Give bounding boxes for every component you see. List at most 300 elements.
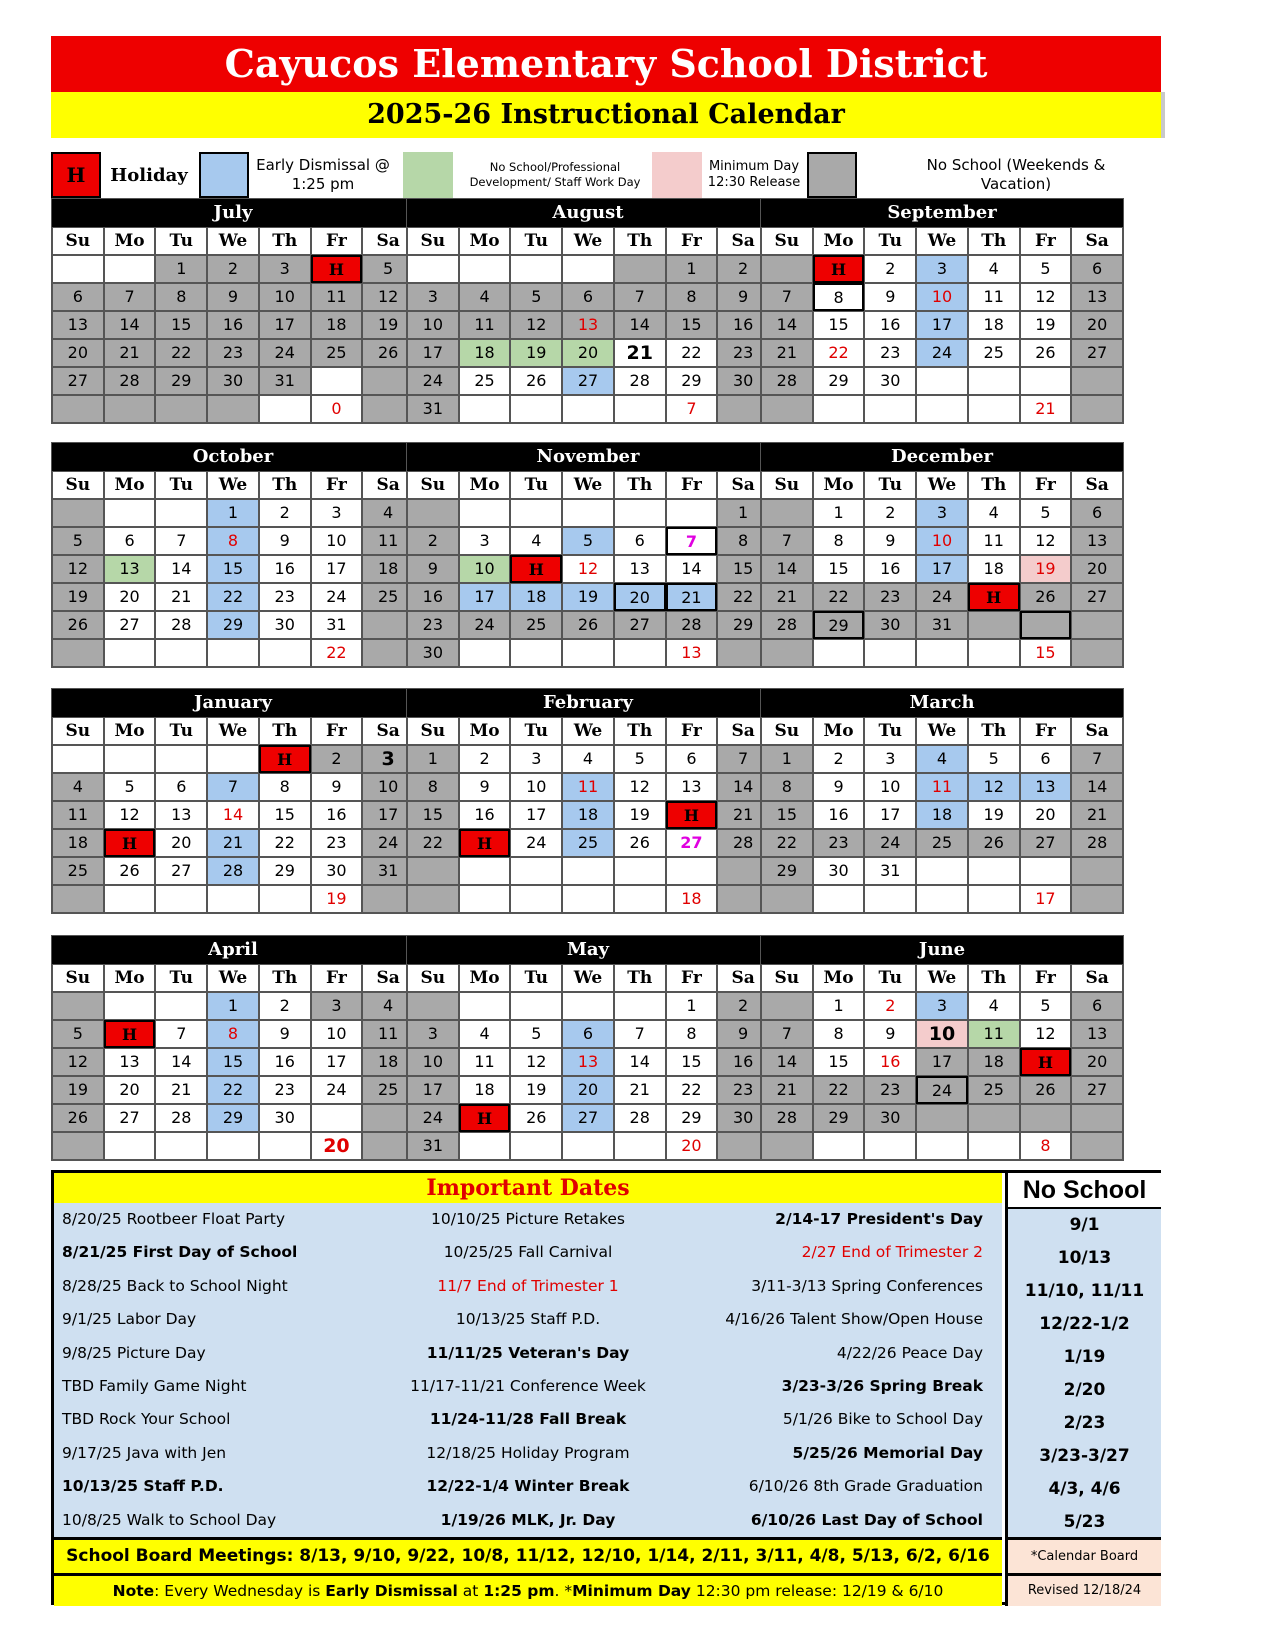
weekday-header: Sa	[717, 717, 769, 745]
day-cell: 3	[407, 1020, 459, 1048]
important-date-item: 6/10/26 Last Day of School	[750, 1510, 983, 1529]
day-cell: 9	[311, 773, 363, 801]
day-cell: 1	[207, 499, 259, 527]
day-cell: 6	[666, 745, 718, 773]
empty-cell	[52, 885, 104, 913]
important-dates-list	[54, 1203, 1002, 1537]
empty-cell	[459, 499, 511, 527]
empty-cell	[104, 639, 156, 667]
day-cell: 23	[864, 339, 916, 367]
day-cell: 1	[155, 255, 207, 283]
weekday-header: Mo	[104, 471, 156, 499]
legend-early-dismissal-label: Early Dismissal @ 1:25 pm	[256, 156, 390, 193]
empty-cell	[1071, 885, 1123, 913]
empty-cell	[916, 639, 968, 667]
month-february	[406, 688, 770, 914]
empty-cell	[459, 1132, 511, 1160]
empty-cell	[207, 885, 259, 913]
empty-cell	[1071, 367, 1123, 395]
empty-cell	[864, 885, 916, 913]
day-cell: 11	[362, 1020, 414, 1048]
empty-cell	[259, 639, 311, 667]
day-cell: 21	[666, 583, 718, 611]
day-cell: 17	[407, 339, 459, 367]
weekday-header: Su	[761, 227, 813, 255]
empty-cell	[1071, 611, 1123, 639]
empty-cell	[1071, 395, 1123, 423]
day-cell: 27	[1071, 339, 1123, 367]
holiday-day-cell: H	[968, 583, 1020, 611]
month-grid	[407, 964, 769, 1160]
day-cell: 20	[104, 1076, 156, 1104]
important-dates-col-3	[678, 1203, 983, 1537]
weekday-header: Th	[614, 227, 666, 255]
day-cell: 6	[155, 773, 207, 801]
day-cell: 26	[510, 367, 562, 395]
empty-cell	[207, 639, 259, 667]
day-cell: 4	[968, 255, 1020, 283]
day-cell: 28	[155, 611, 207, 639]
weekday-header: Sa	[1071, 717, 1123, 745]
day-cell: 21	[207, 829, 259, 857]
month-name: July	[52, 199, 414, 227]
important-date-item: 12/18/25 Holiday Program	[426, 1443, 630, 1462]
day-cell: 4	[52, 773, 104, 801]
day-cell: 14	[614, 311, 666, 339]
day-cell: 26	[362, 339, 414, 367]
day-cell: 4	[459, 283, 511, 311]
day-cell: 16	[311, 801, 363, 829]
empty-cell	[562, 857, 614, 885]
day-cell: 5	[362, 255, 414, 283]
day-cell: 29	[666, 1104, 718, 1132]
weekday-header: Su	[407, 471, 459, 499]
empty-cell	[510, 395, 562, 423]
weekday-header: Th	[259, 717, 311, 745]
no-school-date: 2/23	[1063, 1413, 1106, 1433]
day-cell: 12	[510, 1048, 562, 1076]
day-cell: 7	[614, 283, 666, 311]
weekday-header: Su	[52, 964, 104, 992]
day-cell: 14	[761, 555, 813, 583]
day-cell: 28	[666, 611, 718, 639]
day-cell: 16	[864, 1048, 916, 1076]
day-cell: 24	[916, 583, 968, 611]
weekday-header: Sa	[362, 964, 414, 992]
day-cell: 14	[104, 311, 156, 339]
day-cell: 3	[510, 745, 562, 773]
day-cell: 29	[207, 1104, 259, 1132]
day-cell: 10	[311, 527, 363, 555]
day-cell: 20	[666, 1132, 718, 1160]
day-cell: 26	[104, 857, 156, 885]
day-cell: 20	[1071, 1048, 1123, 1076]
day-cell: 14	[761, 311, 813, 339]
no-school-date: 3/23-3/27	[1039, 1446, 1130, 1466]
day-cell: 8	[761, 773, 813, 801]
day-cell: 14	[614, 1048, 666, 1076]
weekday-header: Sa	[362, 717, 414, 745]
day-cell: 5	[52, 1020, 104, 1048]
weekday-header: Su	[52, 471, 104, 499]
day-cell: 15	[813, 311, 865, 339]
day-cell: 19	[1020, 555, 1072, 583]
important-date-item: 3/23-3/26 Spring Break	[781, 1376, 983, 1395]
day-cell: 25	[362, 1076, 414, 1104]
empty-cell	[968, 639, 1020, 667]
day-cell: 11	[968, 283, 1020, 311]
weekday-header: We	[562, 717, 614, 745]
legend-pd-label: No School/Professional Development/ Staff Work Day	[469, 160, 641, 189]
empty-cell	[1071, 639, 1123, 667]
empty-cell	[155, 639, 207, 667]
day-cell: 22	[666, 1076, 718, 1104]
empty-cell	[813, 885, 865, 913]
month-name: October	[52, 443, 414, 471]
weekday-header: We	[562, 471, 614, 499]
empty-cell	[311, 1104, 363, 1132]
day-cell: 21	[155, 583, 207, 611]
day-cell: 26	[510, 1104, 562, 1132]
day-cell: 13	[1020, 773, 1072, 801]
day-cell: 9	[459, 773, 511, 801]
no-school-date: 1/19	[1063, 1347, 1106, 1367]
weekday-header: Th	[614, 717, 666, 745]
empty-cell	[614, 255, 666, 283]
empty-cell	[968, 857, 1020, 885]
day-cell: 15	[761, 801, 813, 829]
day-cell: 24	[362, 829, 414, 857]
day-cell: 2	[717, 992, 769, 1020]
important-date-item: 4/22/26 Peace Day	[836, 1343, 983, 1362]
day-cell: 8	[666, 1020, 718, 1048]
empty-cell	[562, 499, 614, 527]
month-name: March	[761, 689, 1123, 717]
month-name: August	[407, 199, 769, 227]
weekday-header: Th	[614, 471, 666, 499]
empty-cell	[510, 857, 562, 885]
day-cell: 22	[311, 639, 363, 667]
day-cell: 27	[104, 1104, 156, 1132]
day-cell: 2	[259, 499, 311, 527]
empty-cell	[864, 395, 916, 423]
weekday-header: Sa	[362, 471, 414, 499]
month-june	[760, 935, 1124, 1161]
month-grid	[407, 471, 769, 667]
weekday-header: We	[916, 471, 968, 499]
day-cell: 21	[1071, 801, 1123, 829]
empty-cell	[104, 499, 156, 527]
day-cell: 3	[362, 745, 414, 773]
month-december	[760, 442, 1124, 668]
empty-cell	[52, 395, 104, 423]
day-cell: 11	[968, 527, 1020, 555]
empty-cell	[916, 367, 968, 395]
month-grid	[52, 717, 414, 913]
calendar-subtitle: 2025-26 Instructional Calendar	[51, 92, 1165, 138]
holiday-day-cell: H	[259, 745, 311, 773]
month-name: November	[407, 443, 769, 471]
empty-cell	[562, 255, 614, 283]
empty-cell	[155, 395, 207, 423]
important-date-item: 10/8/25 Walk to School Day	[62, 1510, 277, 1529]
day-cell: 4	[362, 992, 414, 1020]
month-grid	[761, 964, 1123, 1160]
day-cell: 8	[813, 527, 865, 555]
important-date-item: 10/25/25 Fall Carnival	[443, 1243, 613, 1262]
day-cell: 3	[916, 992, 968, 1020]
day-cell: 14	[1071, 773, 1123, 801]
day-cell: 4	[362, 499, 414, 527]
weekday-header: We	[562, 964, 614, 992]
month-january	[51, 688, 415, 914]
legend-holiday-label: Holiday	[110, 164, 188, 186]
empty-cell	[52, 255, 104, 283]
month-grid	[761, 227, 1123, 423]
day-cell: 20	[1020, 801, 1072, 829]
day-cell: 5	[510, 1020, 562, 1048]
empty-cell	[52, 992, 104, 1020]
important-date-item: TBD Family Game Night	[62, 1376, 247, 1395]
weekday-header: We	[207, 471, 259, 499]
day-cell: 9	[864, 527, 916, 555]
empty-cell	[916, 885, 968, 913]
empty-cell	[614, 395, 666, 423]
day-cell: 2	[407, 527, 459, 555]
weekday-header: Mo	[104, 717, 156, 745]
day-cell: 8	[259, 773, 311, 801]
month-october	[51, 442, 415, 668]
day-cell: 25	[968, 339, 1020, 367]
no-school-title: No School	[1005, 1173, 1161, 1207]
day-cell: 22	[207, 583, 259, 611]
day-cell: 9	[259, 1020, 311, 1048]
weekday-header: Tu	[864, 964, 916, 992]
day-cell: 3	[864, 745, 916, 773]
day-cell: 18	[510, 583, 562, 611]
holiday-day-cell: H	[510, 555, 562, 583]
day-cell: 17	[916, 1048, 968, 1076]
day-cell: 16	[717, 1048, 769, 1076]
day-cell: 24	[311, 1076, 363, 1104]
day-cell: 10	[916, 283, 968, 311]
no-school-date: 9/1	[1069, 1215, 1100, 1235]
day-cell: 12	[104, 801, 156, 829]
weekday-header: Su	[407, 964, 459, 992]
empty-cell	[407, 857, 459, 885]
weekday-header: We	[916, 717, 968, 745]
day-cell: 5	[52, 527, 104, 555]
weekday-header: Tu	[864, 227, 916, 255]
day-cell: 15	[666, 311, 718, 339]
day-cell: 11	[459, 1048, 511, 1076]
day-cell: 26	[614, 829, 666, 857]
weekday-header: Mo	[459, 717, 511, 745]
day-cell: 1	[813, 499, 865, 527]
day-cell: 3	[916, 255, 968, 283]
day-cell: 28	[104, 367, 156, 395]
day-cell: 21	[614, 1076, 666, 1104]
day-cell: 27	[562, 367, 614, 395]
note-text-1: : Every Wednesday is	[154, 1582, 326, 1600]
day-cell: 19	[1020, 311, 1072, 339]
month-name: December	[761, 443, 1123, 471]
no-school-date: 10/13	[1057, 1248, 1112, 1268]
day-cell: 24	[259, 339, 311, 367]
empty-cell	[259, 1132, 311, 1160]
day-cell: 14	[666, 555, 718, 583]
day-cell: 13	[666, 639, 718, 667]
day-cell: 13	[1071, 283, 1123, 311]
calendar-board-note: *Calendar Board	[1005, 1537, 1161, 1573]
day-cell: 12	[1020, 527, 1072, 555]
holiday-day-cell: H	[311, 255, 363, 283]
day-cell: 31	[864, 857, 916, 885]
empty-cell	[562, 395, 614, 423]
district-title: Cayucos Elementary School District	[51, 36, 1161, 92]
weekday-header: Tu	[864, 471, 916, 499]
empty-cell	[761, 885, 813, 913]
empty-cell	[207, 395, 259, 423]
day-cell: 25	[52, 857, 104, 885]
day-cell: 17	[510, 801, 562, 829]
weekday-header: Sa	[362, 227, 414, 255]
empty-cell	[1071, 857, 1123, 885]
day-cell: 19	[968, 801, 1020, 829]
empty-cell	[968, 395, 1020, 423]
day-cell: 11	[916, 773, 968, 801]
day-cell: 22	[259, 829, 311, 857]
weekday-header: Tu	[864, 717, 916, 745]
holiday-day-cell: H	[104, 1020, 156, 1048]
month-name: June	[761, 936, 1123, 964]
day-cell: 25	[362, 583, 414, 611]
day-cell: 29	[207, 611, 259, 639]
day-cell: 27	[666, 829, 718, 857]
empty-cell	[761, 992, 813, 1020]
day-cell: 20	[155, 829, 207, 857]
day-cell: 16	[407, 583, 459, 611]
day-cell: 3	[916, 499, 968, 527]
weekday-header: Fr	[666, 964, 718, 992]
day-cell: 19	[562, 583, 614, 611]
important-date-item: TBD Rock Your School	[62, 1410, 231, 1429]
day-cell: 31	[407, 395, 459, 423]
day-cell: 24	[916, 339, 968, 367]
important-date-item: 2/14-17 President's Day	[775, 1210, 983, 1228]
month-grid	[407, 717, 769, 913]
weekday-header: Su	[52, 227, 104, 255]
no-school-date: 2/20	[1063, 1380, 1106, 1400]
dismissal-note	[54, 1573, 1002, 1606]
day-cell: 5	[1020, 992, 1072, 1020]
day-cell: 21	[155, 1076, 207, 1104]
day-cell: 3	[311, 499, 363, 527]
day-cell: 6	[1071, 255, 1123, 283]
day-cell: 17	[362, 801, 414, 829]
holiday-day-cell: H	[104, 829, 156, 857]
weekday-header: Th	[968, 227, 1020, 255]
day-cell: 9	[864, 1020, 916, 1048]
day-cell: 12	[614, 773, 666, 801]
day-cell: 7	[104, 283, 156, 311]
day-cell: 27	[1020, 829, 1072, 857]
weekday-header: Fr	[666, 227, 718, 255]
legend-minimum-day-swatch	[652, 152, 702, 198]
day-cell: 4	[968, 992, 1020, 1020]
day-cell: 15	[717, 555, 769, 583]
day-cell: 21	[717, 801, 769, 829]
holiday-day-cell: H	[459, 829, 511, 857]
day-cell: 13	[104, 1048, 156, 1076]
empty-cell	[761, 1132, 813, 1160]
day-cell: 5	[510, 283, 562, 311]
day-cell: 22	[813, 583, 865, 611]
day-cell: 27	[52, 367, 104, 395]
important-dates-section	[51, 1170, 1161, 1605]
weekday-header: Sa	[1071, 964, 1123, 992]
day-cell: 28	[761, 367, 813, 395]
weekday-header: Th	[968, 717, 1020, 745]
month-march	[760, 688, 1124, 914]
day-cell: 20	[614, 583, 666, 611]
day-cell: 20	[1071, 311, 1123, 339]
day-cell: 10	[259, 283, 311, 311]
day-cell: 6	[104, 527, 156, 555]
empty-cell	[614, 639, 666, 667]
empty-cell	[1020, 367, 1072, 395]
day-cell: 27	[1071, 1076, 1123, 1104]
day-cell: 24	[864, 829, 916, 857]
day-cell: 2	[864, 992, 916, 1020]
day-cell: 3	[459, 527, 511, 555]
day-cell: 4	[562, 745, 614, 773]
day-cell: 31	[916, 611, 968, 639]
day-cell: 15	[207, 1048, 259, 1076]
day-cell: 30	[864, 611, 916, 639]
day-cell: 10	[311, 1020, 363, 1048]
weekday-header: Mo	[813, 227, 865, 255]
day-cell: 18	[562, 801, 614, 829]
day-cell: 28	[761, 611, 813, 639]
important-date-item: 11/11/25 Veteran's Day	[426, 1343, 630, 1362]
empty-cell	[407, 992, 459, 1020]
empty-cell	[813, 395, 865, 423]
day-cell: 7	[666, 527, 718, 555]
day-cell: 24	[407, 367, 459, 395]
day-cell: 7	[761, 283, 813, 311]
weekday-header: Su	[407, 227, 459, 255]
day-cell: 22	[155, 339, 207, 367]
day-cell: 22	[813, 1076, 865, 1104]
day-cell: 21	[761, 1076, 813, 1104]
day-cell: 9	[259, 527, 311, 555]
month-april	[51, 935, 415, 1161]
important-date-item: 8/20/25 Rootbeer Float Party	[62, 1210, 285, 1228]
day-cell: 10	[916, 1020, 968, 1048]
note-bold-2: 1:25 pm	[483, 1582, 555, 1600]
empty-cell	[459, 885, 511, 913]
day-cell: 13	[666, 773, 718, 801]
empty-cell	[459, 857, 511, 885]
empty-cell	[407, 499, 459, 527]
day-cell: 16	[259, 1048, 311, 1076]
day-cell: 26	[52, 611, 104, 639]
weekday-header: Mo	[459, 964, 511, 992]
empty-cell	[459, 255, 511, 283]
day-cell: 17	[311, 1048, 363, 1076]
day-cell: 18	[666, 885, 718, 913]
